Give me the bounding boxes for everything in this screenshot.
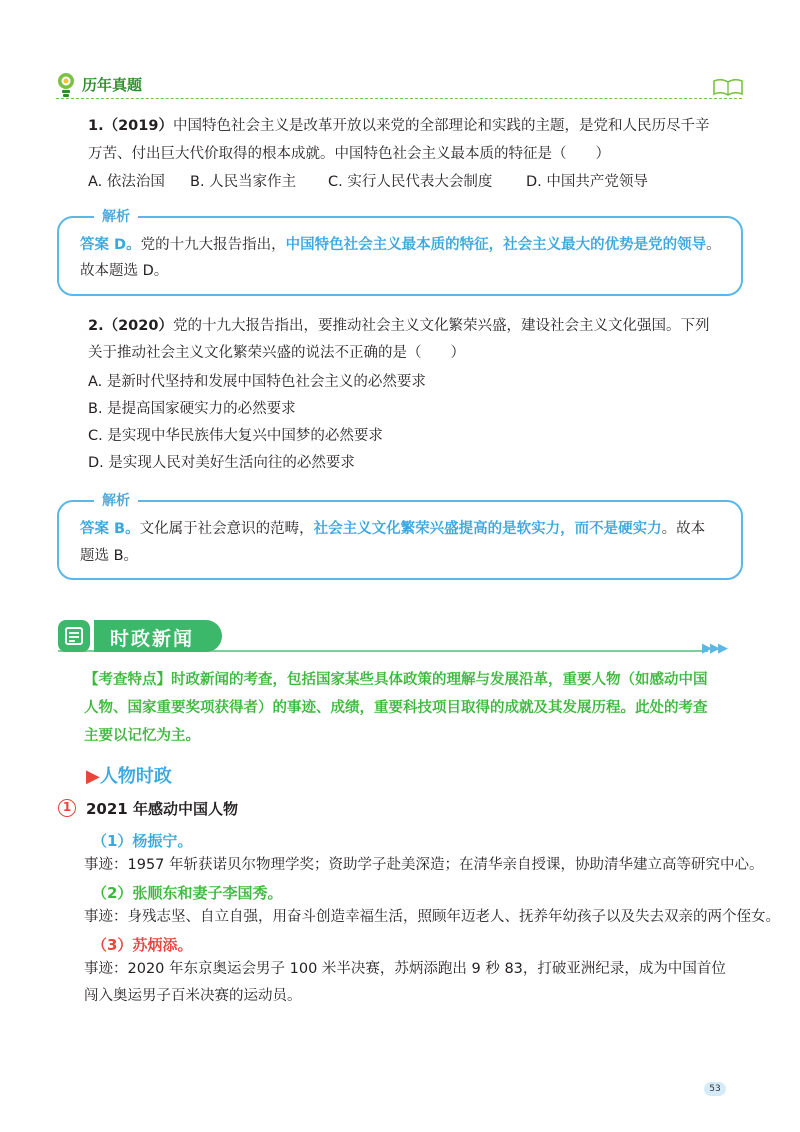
q1-option-a: A. 依法治国 <box>88 174 165 190</box>
q1-option-d: D. 中国共产党领导 <box>526 174 648 190</box>
header-divider <box>56 98 742 99</box>
q2-number: 2.（2020） <box>88 318 173 334</box>
person-1-deed: 事迹：1957 年斩获诺贝尔物理学奖；资助学子赴美深造；在清华亲自授课，协助清华建立高等研究中心。 <box>84 857 764 873</box>
section-header-title: 历年真题 <box>82 76 143 94</box>
answer-2-text: 文化属于社会意识的范畴， <box>139 521 314 537</box>
q2-line1 <box>88 316 709 336</box>
q1-option-b: B. 人民当家作主 <box>190 174 297 190</box>
q1-text: 中国特色社会主义是改革开放以来党的全部理论和实践的主题，是党和人民历尽千辛 <box>172 118 710 134</box>
triangle-right-icon: ▶ <box>86 766 100 787</box>
answer-1-highlight: 中国特色社会主义最本质的特征，社会主义最大的优势是党的领导 <box>285 237 707 253</box>
person-3-name: （3）苏炳添。 <box>92 936 193 954</box>
analysis-1-line1 <box>80 232 721 258</box>
feature-line-3: 主要以记忆为主。 <box>84 728 200 744</box>
analysis-tag-2: 解析 <box>94 490 138 510</box>
q2-option-b: B. 是提高国家硬实力的必然要求 <box>88 401 296 417</box>
answer-1-end: 。 <box>706 237 721 253</box>
analysis-2-line1 <box>80 516 705 542</box>
q1-option-c: C. 实行人民代表大会制度 <box>328 174 493 190</box>
q2-option-c: C. 是实现中华民族伟大复兴中国梦的必然要求 <box>88 428 383 444</box>
analysis-2-line2: 题选 B。 <box>80 548 139 564</box>
q1-number: 1.（2019） <box>88 118 173 134</box>
q2-text: 党的十九大报告指出，要推动社会主义文化繁荣兴盛，建设社会主义文化强国。下列 <box>172 318 710 334</box>
person-2-name: （2）张顺东和妻子李国秀。 <box>92 884 283 902</box>
q2-line2: 关于推动社会主义文化繁荣兴盛的说法不正确的是（ ） <box>88 345 465 361</box>
analysis-1-line2: 故本题选 D。 <box>80 263 169 279</box>
item-number-badge: 1 <box>58 799 76 817</box>
person-3-deed-line1: 事迹：2020 年东京奥运会男子 100 米半决赛，苏炳添跑出 9 秒 83，打破亚洲纪录，成为中国首位 <box>84 961 726 977</box>
arrow-right-icon: ▶▶▶ <box>702 641 726 656</box>
feature-line-2: 人物、国家重要奖项获得者）的事迹、成绩，重要科技项目取得的成就及其发展历程。此处的考查 <box>84 700 708 716</box>
person-1-name: （1）杨振宁。 <box>92 832 193 850</box>
sub-heading-text: 人物时政 <box>99 766 172 787</box>
feature-line-1: 【考查特点】时政新闻的考查，包括国家某些具体政策的理解与发展沿革，重要人物（如感动中国 <box>84 672 708 688</box>
answer-1-prefix: 答案 D。 <box>80 237 141 253</box>
person-2-deed: 事迹：身残志坚、自立自强，用奋斗创造幸福生活，照顾年迈老人、抚养年幼孩子以及失去双亲的两个侄女。 <box>84 909 780 925</box>
q2-option-a: A. 是新时代坚持和发展中国特色社会主义的必然要求 <box>88 374 426 390</box>
q1-line2: 万苦、付出巨大代价取得的根本成就。中国特色社会主义最本质的特征是（ ） <box>88 146 610 162</box>
person-3-deed-line2: 闯入奥运男子百米决赛的运动员。 <box>84 988 302 1004</box>
item-title: 2021 年感动中国人物 <box>86 800 238 818</box>
newspaper-icon <box>58 620 90 652</box>
q2-option-d: D. 是实现人民对美好生活向往的必然要求 <box>88 455 355 471</box>
lightbulb-icon <box>56 72 76 98</box>
answer-2-highlight: 社会主义文化繁荣兴盛提高的是软实力，而不是硬实力 <box>313 521 662 537</box>
analysis-tag-1: 解析 <box>94 206 138 226</box>
sub-heading <box>86 762 172 788</box>
section-title: 时政新闻 <box>110 628 195 650</box>
answer-2-end: 。故本 <box>661 521 706 537</box>
page-number: 53 <box>704 1082 726 1096</box>
answer-2-prefix: 答案 B。 <box>80 521 140 537</box>
q1-line1 <box>88 116 709 136</box>
answer-1-text: 党的十九大报告指出， <box>140 237 286 253</box>
open-book-icon <box>712 78 744 96</box>
